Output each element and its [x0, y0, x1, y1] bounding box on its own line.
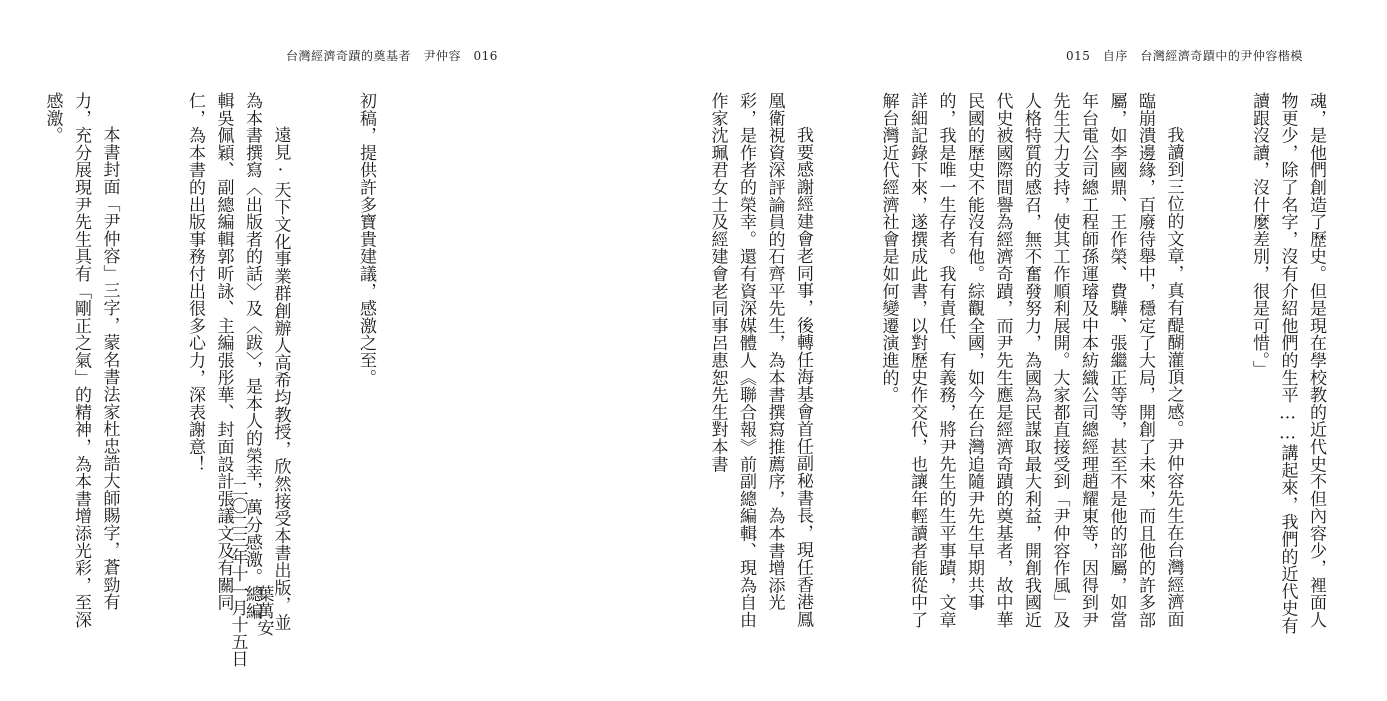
left-running-head: 台灣經濟奇蹟的奠基者 尹仲容 016	[286, 49, 498, 63]
right-paragraph-2: 我讀到三位的文章，真有醍醐灌頂之感。尹仲容先生在台灣經濟面臨崩潰邊緣，百廢待舉中，穩定了大局，開創了未來，而且他的許多部屬，如李國鼎、王作榮、費驊、張繼正等等，甚至不是他的部屬，如當年台電公司總工程師孫運璿及中本紡織公司總經理趙耀東等，因得到尹先生大力支持，使其工作順利展開。大家都直接受到「尹仲容作風」及人格特質的感召，無不奮發努力，為國為民謀取最大利益，開創我國近代史被國際間譽為經濟奇蹟，而尹先生應是經濟奇蹟的奠基者，故中華民國的歷史不能沒有他。綜觀全國，如今在台灣追隨尹先生早期共事的，我是唯一生存者。我有責任、有義務，將尹先生的生平事蹟，文章詳細記錄下來，遂撰成此書，以對歷史作交代，也讓年輕讀者能從中了解台灣近代經濟社會是如何變遷演進的。	[878, 92, 1184, 629]
left-paragraph-1: 初稿，提供許多寶貴建議，感激之至。	[356, 92, 376, 387]
left-paragraph-2: 遠見·天下文化事業群創辦人高希均教授，欣然接受本書出版，並為本書撰寫〈出版者的話〉及〈跋〉，是本人的榮幸，萬分感激。總編輯吳佩穎、副總編輯郭昕詠、主編張彤華、封面設計張議文及有關同仁，為本書的出版事務付出很多心力，深表謝意！	[185, 92, 291, 631]
right-paragraph-1: 魂，是他們創造了歷史。但是現在學校教的近代史不但內容少，裡面人物更少，除了名字，沒有介紹他們的生平……講起來，我們的近代史有讀跟沒讀，沒什麼差別，很是可惜。」	[1249, 92, 1326, 635]
right-paragraph-3: 我要感謝經建會老同事，後轉任海基會首任副秘書長，現任香港鳳凰衛視資深評論員的石齊平先生，為本書撰寫推薦序，為本書增添光彩，是作者的榮幸。還有資深媒體人《聯合報》前副總編輯、現為自由作家沈珮君女士及經建會老同事呂惠恕先生對本書	[707, 92, 813, 629]
signature-date: 二〇二三年十一月十五日	[227, 480, 248, 667]
signature-name: 葉萬安	[253, 585, 274, 636]
right-running-head: 015 自序 台灣經濟奇蹟中的尹仲容楷模	[1066, 49, 1303, 63]
left-page	[0, 0, 500, 701]
right-body-text	[707, 92, 1387, 637]
right-page	[500, 0, 1326, 701]
left-paragraph-3: 本書封面「尹仲容」三字，蒙名書法家杜忠誥大師賜字，蒼勁有力，充分展現尹先生具有「剛正之氣」的精神，為本書增添光彩，至深感激。	[42, 92, 120, 629]
